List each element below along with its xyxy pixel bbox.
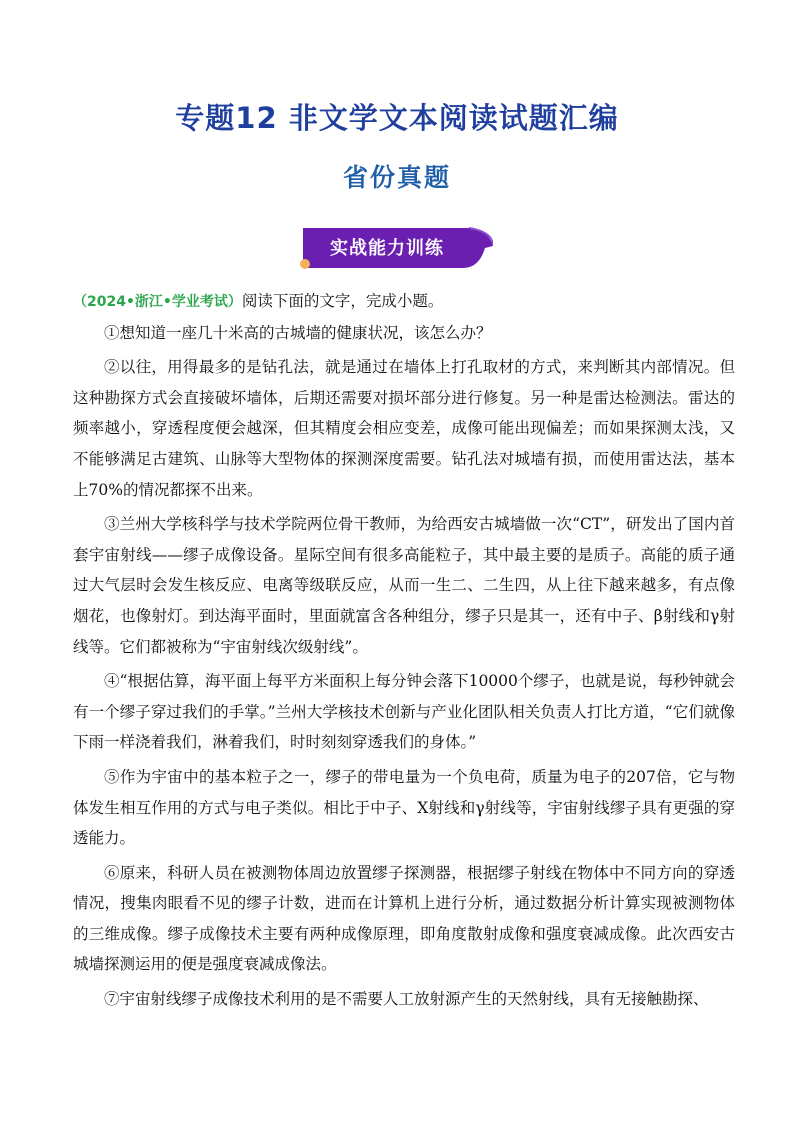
paragraph-4: ④“根据估算，海平面上每平方米面积上每分钟会落下10000个缪子，也就是说，每秒钟就会有一个缪子穿过我们的手掌。”兰州大学核技术创新与产业化团队相关负责人打比方道，“它们就像下雨一样浇着我们，淋着我们，时时刻刻穿透我们的身体。” <box>73 672 735 752</box>
page-title: 专题12 非文学文本阅读试题汇编 <box>175 101 619 135</box>
question-source: （2024•浙江•学业考试） <box>73 294 242 310</box>
paragraph-2: ②以往，用得最多的是钻孔法，就是通过在墙体上打孔取材的方式，来判断其内部情况。但这种勘探方式会直接破坏墙体，后期还需要对损坏部分进行修复。另一种是雷达检测法。雷达的频率越小，穿透程度便会越深，但其精度会相应变差，成像可能出现偏差；而如果探测太浅，又不能够满足古建筑、山脉等大型物体的探测深度需要。钻孔法对城墙有损，而使用雷达法，基本上70%的情况都探不出来。 <box>73 358 735 499</box>
banner-label: 实战能力训练 <box>330 238 444 259</box>
question-header <box>73 286 735 318</box>
paragraph-7: ⑦宇宙射线缪子成像技术利用的是不需要人工放射源产生的天然射线，具有无接触勘探、 <box>104 990 709 1009</box>
reading-passage <box>73 286 735 1019</box>
question-instruction: 阅读下面的文字，完成小题。 <box>241 292 444 310</box>
page-subtitle: 省份真题 <box>342 163 451 192</box>
paragraph-6: ⑥原来，科研人员在被测物体周边放置缪子探测器，根据缪子射线在物体中不同方向的穿透情况，搜集肉眼看不见的缪子计数，进而在计算机上进行分析，通过数据分析计算实现被测物体的三维成像。缪子成像技术主要有两种成像原理，即角度散射成像和强度衰减成像。此次西安古城墙探测运用的便是强度衰减成像法。 <box>73 863 735 974</box>
section-banner <box>297 226 493 270</box>
paragraph-5: ⑤作为宇宙中的基本粒子之一，缪子的带电量为一个负电荷，质量为电子的207倍，它与物体发生相互作用的方式与电子类似。相比于中子、X射线和γ射线等，宇宙射线缪子具有更强的穿透能力。 <box>73 767 735 848</box>
banner-dot-icon <box>300 259 310 269</box>
paragraph-3: ③兰州大学核科学与技术学院两位骨干教师，为给西安古城墙做一次“CT”，研发出了国内首套宇宙射线——缪子成像设备。星际空间有很多高能粒子，其中最主要的是质子。高能的质子通过大气层时会发生核反应、电离等级联反应，从而一生二、二生四，从上往下越来越多，有点像烟花，也像射灯。到达海平面时，里面就富含各种组分，缪子只是其一，还有中子、β射线和γ射线等。它们都被称为“宇宙射线次级射线”。 <box>73 515 735 656</box>
paragraph-1: ①想知道一座几十米高的古城墙的健康状况，该怎么办？ <box>104 323 492 342</box>
